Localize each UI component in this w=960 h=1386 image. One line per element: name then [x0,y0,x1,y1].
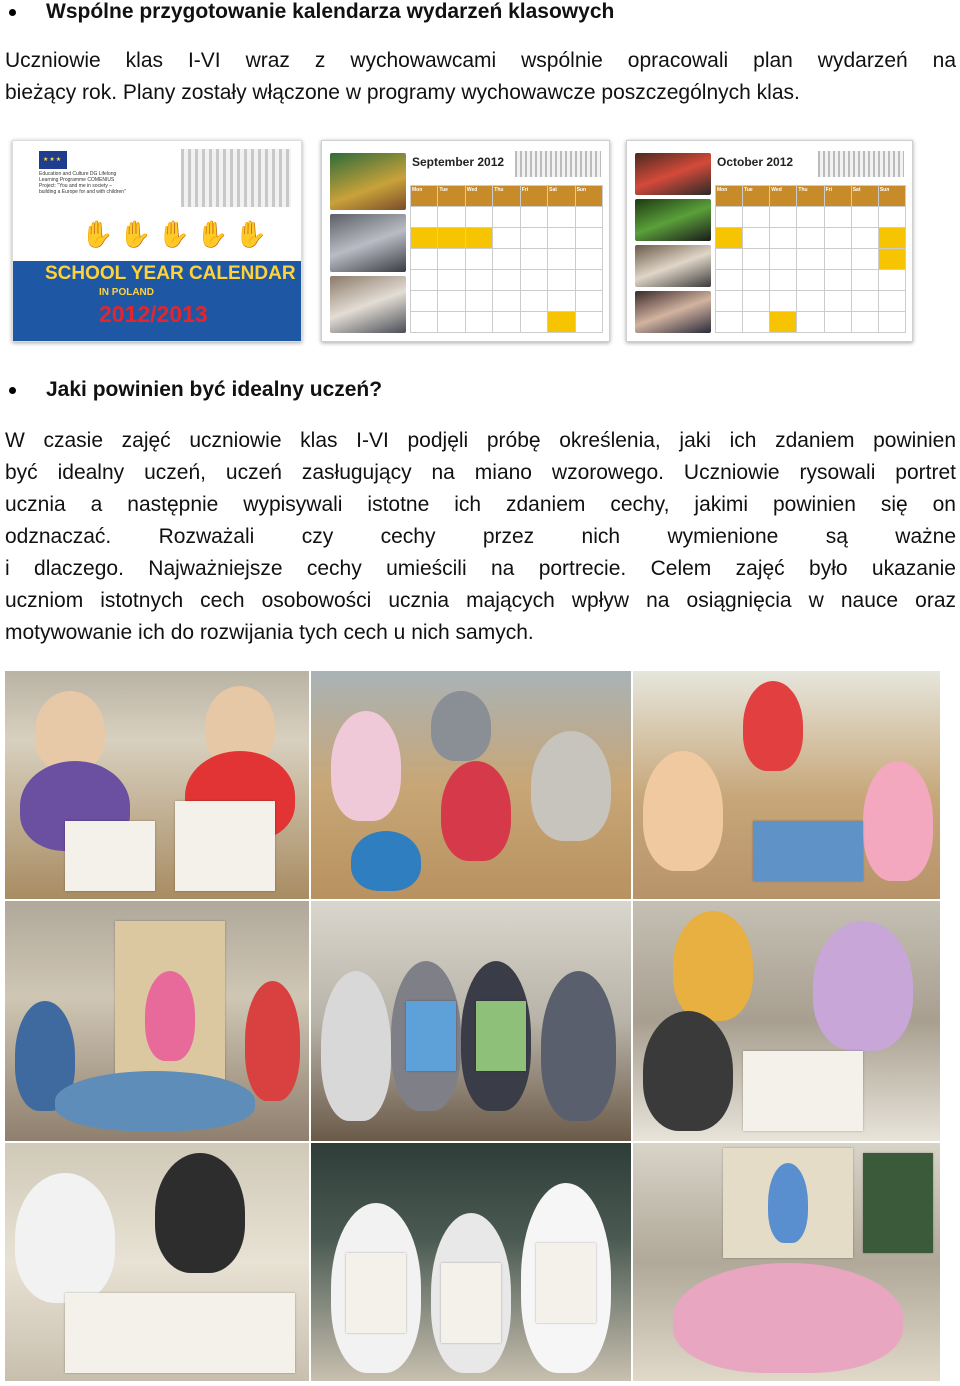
bullet-icon [9,387,16,394]
calendar-page-october [626,140,913,342]
school-building-image [181,149,291,207]
calendar-cover-image [12,140,302,342]
paragraph-line: odznaczać. Rozważali czy cechy przez nich wymienione są ważne [5,525,956,548]
section2-heading: Jaki powinien być idealny uczeń? [46,378,383,401]
painted-hands-icon: ✋✋✋✋✋ [81,219,273,249]
section1-heading: Wspólne przygotowanie kalendarza wydarzeń klasowych [46,0,615,23]
section1-paragraph [5,45,956,109]
photo-class-with-pink-portrait [5,901,309,1141]
photo-class-with-portrait-poster [633,1143,940,1381]
eu-flag-icon [39,151,67,169]
paragraph-line: W czasie zajęć uczniowie klas I-VI podjęli próbę określenia, jaki ich zdaniem powinien [5,429,956,452]
paragraph-line: bieżący rok. Plany zostały włączone w programy wychowawcze poszczególnych klas. [5,81,800,104]
section2-paragraph [5,425,956,649]
photo-students-showing-graduate-drawings [311,1143,631,1381]
paragraph-line: i dlaczego. Najważniejsze cechy umieścili na portrecie. Celem zajęć było ukazanie [5,557,956,580]
paragraph-line: motywowanie ich do rozwijania tych cech u nich samych. [5,621,534,644]
bullet-icon [9,9,16,16]
cover-title: SCHOOL YEAR CALENDAR [45,263,296,284]
calendar-grid: Mon Tue Wed Thu Fri Sat Sun [715,185,906,333]
calendar-page-september [321,140,610,342]
cover-subtitle: IN POLAND [99,287,154,298]
paragraph-line: być idealny uczeń, uczeń zasługujący na miano wzorowego. Uczniowie rysowali portret [5,461,956,484]
paragraph-line: uczniom istotnych cech osobowości ucznia mających wpływ na osiągnięcia w nauce oraz [5,589,956,612]
bullet-heading-calendar [0,0,614,24]
calendar-photos [330,153,406,333]
photo-students-coloring-at-table [633,901,940,1141]
paragraph-line: Uczniowie klas I-VI wraz z wychowawcami wspólnie opracowali plan wydarzeń na [5,49,956,72]
calendar-month: September 2012 [412,155,505,169]
photo-students-drawing-at-desks [5,671,309,899]
photo-boys-holding-drawings [311,901,631,1141]
calendar-photos [635,153,711,333]
paragraph-line: ucznia a następnie wypisywali istotne ich zdaniem cechy, jakimi powinien się on [5,493,956,516]
bullet-heading-ideal-student [0,377,382,403]
eu-project-text: Education and Culture DG Lifelong Learning Programme COMENIUS Project: "You and me in society – building a Europe for and with children" [39,171,126,195]
photo-students-painting-portrait [633,671,940,899]
photo-students-drawing-on-floor [5,1143,309,1381]
school-logo-image [515,151,601,177]
photo-students-tracing-body-outline [311,671,631,899]
cover-year: 2012/2013 [99,301,208,327]
calendar-month: October 2012 [717,155,794,169]
school-logo-image [818,151,904,177]
calendar-grid: Mon Tue Wed Thu Fri Sat Sun [410,185,603,333]
